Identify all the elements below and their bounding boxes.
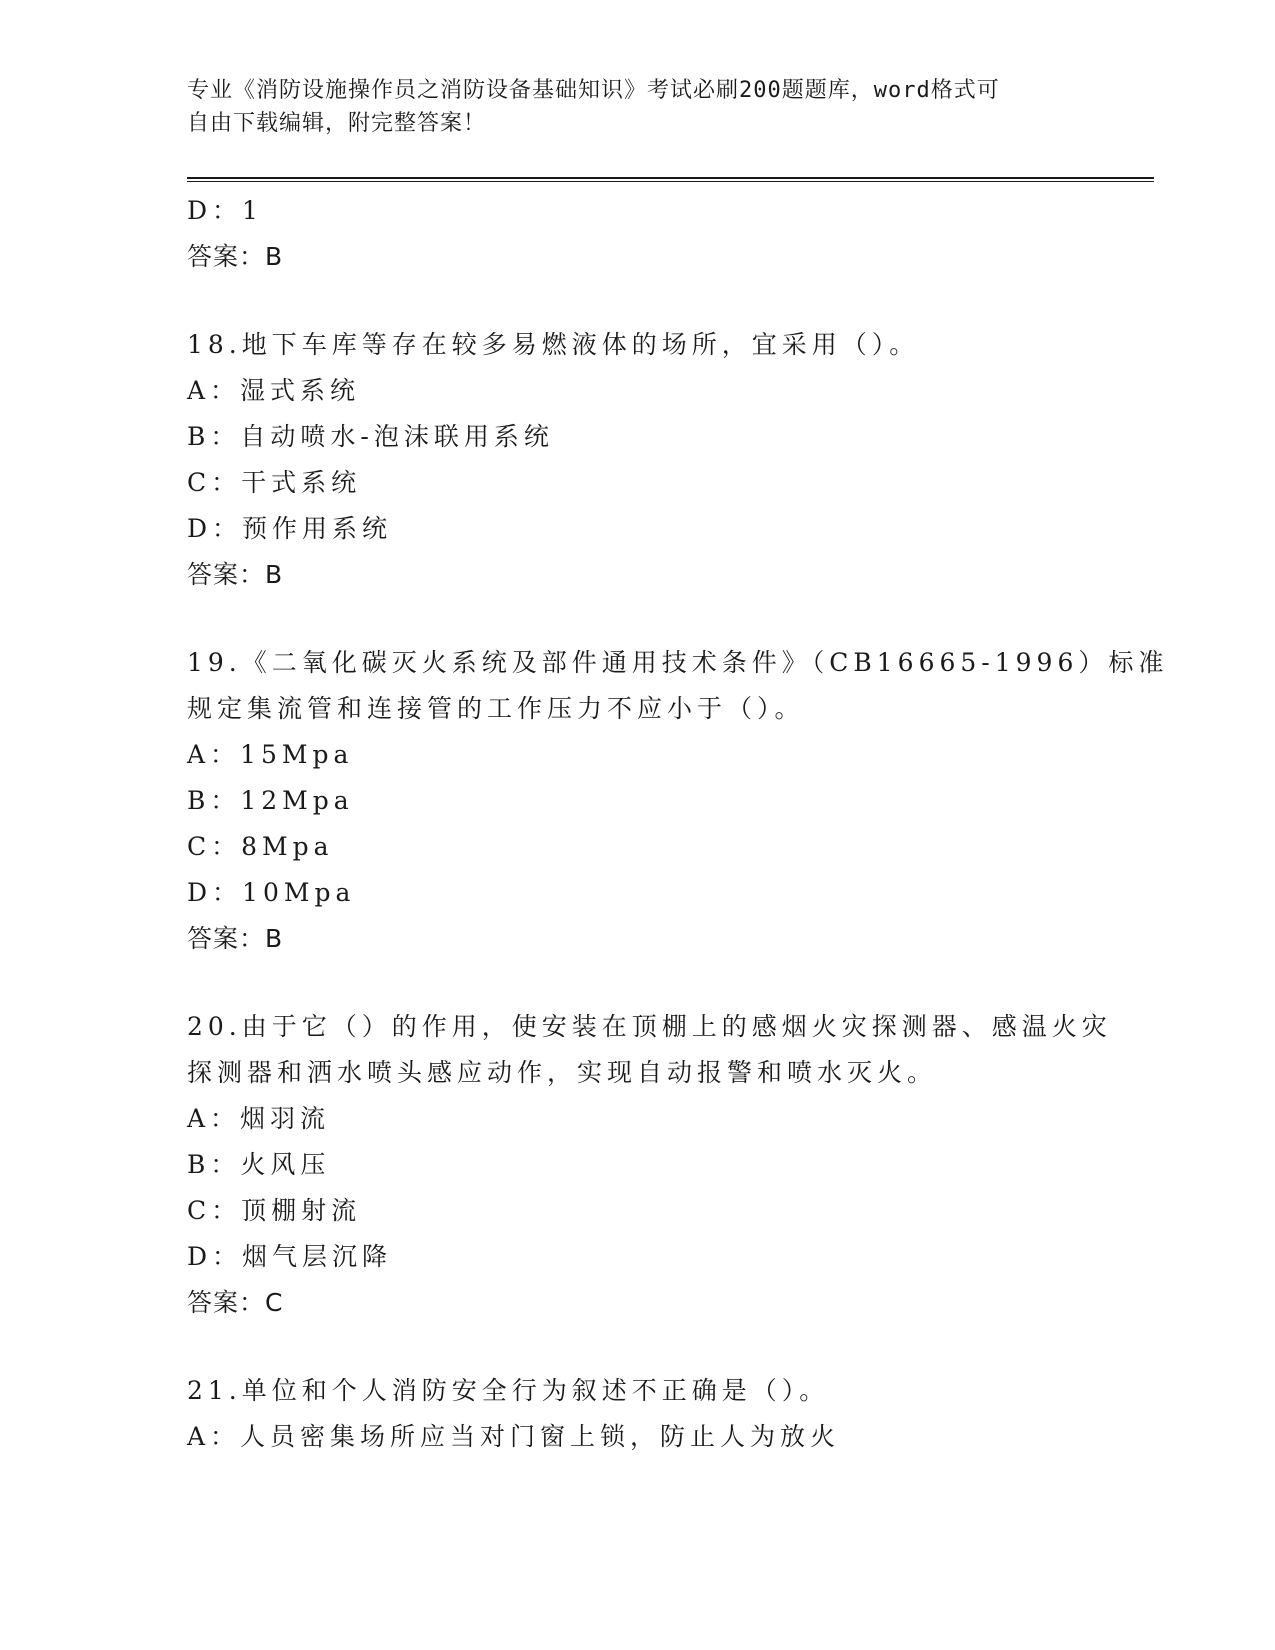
question-stem-line-2: 规定集流管和连接管的工作压力不应小于（）。 [187,694,805,723]
question-stem-line-1: 20.由于它（）的作用，使安装在顶棚上的感烟火灾探测器、感温火灾 [187,1012,1112,1041]
option-c: C：顶棚射流 [187,1196,362,1225]
answer: 答案：B [187,924,284,953]
option-d: D：预作用系统 [187,514,393,543]
option-a: A：15Mpa [187,740,354,769]
question-20 [187,1004,1112,1326]
question-stem: 21.单位和个人消防安全行为叙述不正确是（）。 [187,1376,830,1405]
header-line-1: 专业《消防设施操作员之消防设备基础知识》考试必刷200题题库，word格式可 [187,78,1000,103]
header-divider [187,177,1154,182]
option-d: D：10Mpa [187,878,356,907]
option-b: B：自动喷水-泡沫联用系统 [187,422,554,451]
option-a: A：烟羽流 [187,1104,331,1133]
question-list [187,188,1169,1460]
answer: 答案：C [187,1288,284,1317]
question-spacer [187,962,1087,1004]
option-b: B：火风压 [187,1150,331,1179]
option-d-q17: D：1 [187,196,263,225]
question-spacer [187,280,1087,322]
question-spacer [187,598,1087,640]
option-c: C：8Mpa [187,832,334,861]
answer: 答案：B [187,560,284,589]
answer-q17: 答案：B [187,242,284,271]
question-21 [187,1368,1087,1460]
question-stem: 18.地下车库等存在较多易燃液体的场所，宜采用（）。 [187,330,920,359]
option-a: A：湿式系统 [187,376,361,405]
question-18 [187,322,1087,598]
option-c: C：干式系统 [187,468,362,497]
document-header [187,74,1087,140]
header-line-2: 自由下载编辑，附完整答案！ [187,111,487,136]
option-d: D：烟气层沉降 [187,1242,393,1271]
option-b: B：12Mpa [187,786,354,815]
option-a: A：人员密集场所应当对门窗上锁，防止人为放火 [187,1422,841,1451]
question-spacer [187,1326,1087,1368]
question-19 [187,640,1169,962]
question-stem-line-1: 19.《二氧化碳灭火系统及部件通用技术条件》（CB16665-1996）标准 [187,648,1169,677]
question-stem-line-2: 探测器和洒水喷头感应动作，实现自动报警和喷水灭火。 [187,1058,938,1087]
